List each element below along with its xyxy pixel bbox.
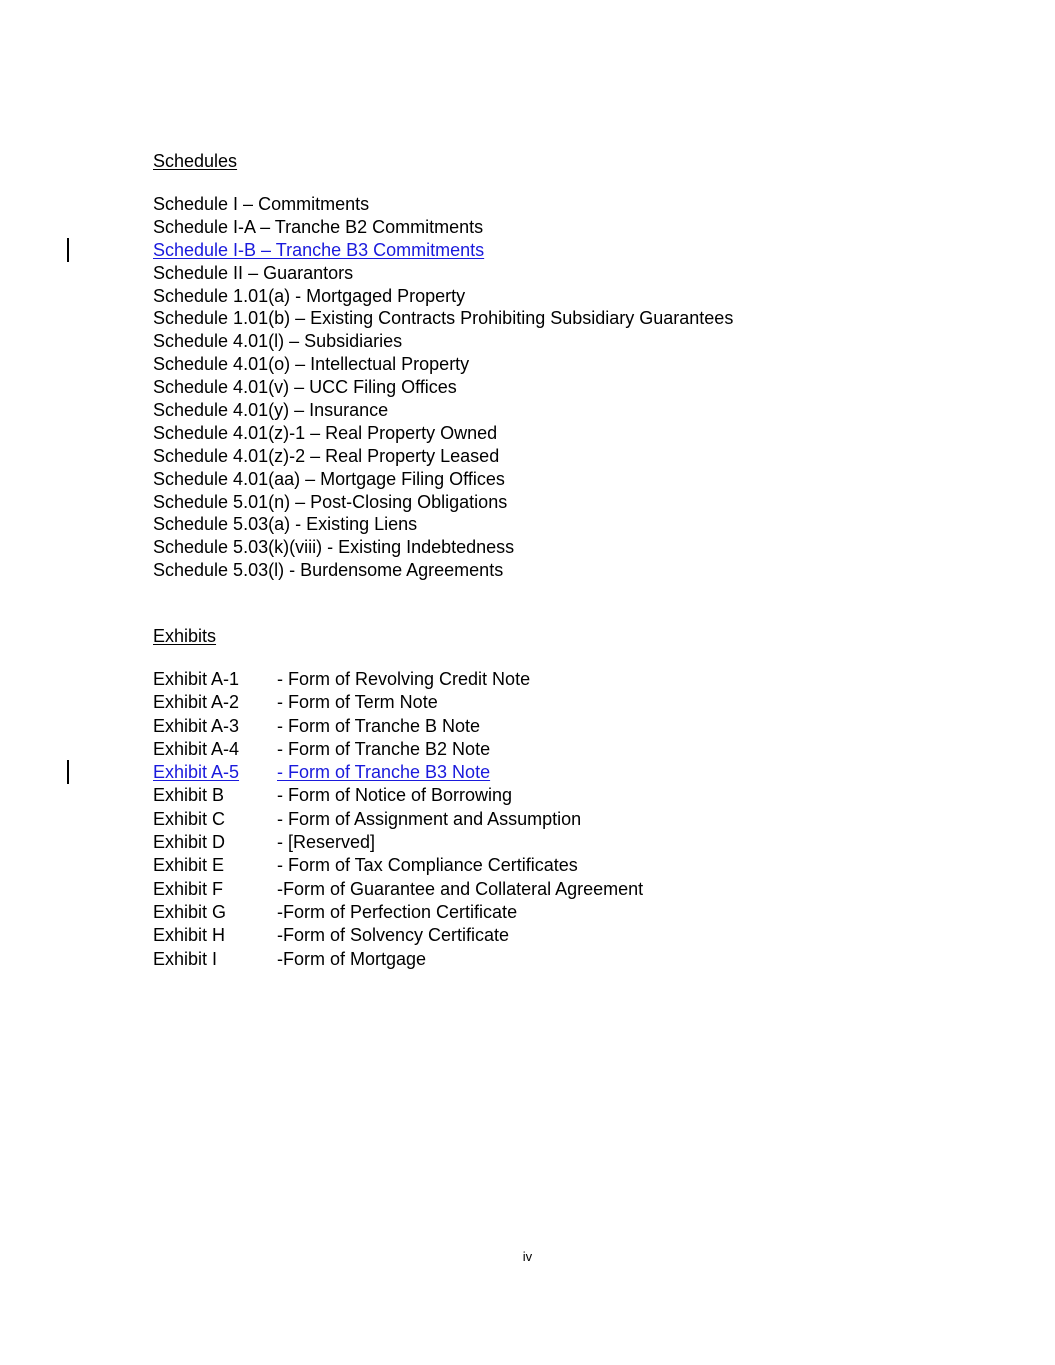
exhibit-label: Exhibit A-1 [153,669,240,689]
exhibit-item [153,761,643,784]
exhibit-item [153,831,643,854]
exhibit-description: - Form of Revolving Credit Note [277,669,531,689]
revision-change-bar [67,238,69,262]
exhibit-item [153,738,643,761]
schedule-item: Schedule 4.01(aa) – Mortgage Filing Offices [153,468,505,489]
page-number: iv [522,1249,533,1264]
exhibit-label: Exhibit C [153,808,226,829]
exhibit-description: - Form of Tax Compliance Certificates [277,855,578,876]
exhibit-label: Exhibit E [153,855,225,876]
exhibit-label: Exhibit H [153,925,226,946]
exhibit-item [153,901,643,924]
schedule-item: Schedule I-A – Tranche B2 Commitments [153,216,484,237]
exhibit-label: Exhibit A-5 [153,762,240,783]
exhibit-item [153,808,643,831]
exhibit-description: -Form of Guarantee and Collateral Agreement [277,878,644,899]
schedules-heading: Schedules [153,151,238,171]
exhibits-heading: Exhibits [153,626,217,646]
schedule-item: Schedule 1.01(b) – Existing Contracts Prohibiting Subsidiary Guarantees [153,308,734,329]
exhibit-label: Exhibit A-4 [153,738,240,759]
schedule-item: Schedule 5.01(n) – Post-Closing Obligations [153,491,508,512]
schedule-item: Schedule 4.01(y) – Insurance [153,400,389,421]
exhibit-description: - Form of Term Note [277,692,438,713]
exhibit-item [153,784,643,807]
schedule-item: Schedule 4.01(z)-1 – Real Property Owned [153,422,498,443]
revision-change-bar [67,760,69,784]
schedule-item: Schedule 4.01(z)-2 – Real Property Leased [153,445,500,466]
exhibit-item [153,668,643,691]
exhibit-description: - [Reserved] [277,832,376,853]
exhibit-label: Exhibit A-3 [153,715,240,736]
exhibit-description: -Form of Mortgage [277,948,427,969]
exhibit-label: Exhibit A-2 [153,692,240,713]
exhibit-item [153,878,643,901]
schedule-item: Schedule 4.01(v) – UCC Filing Offices [153,377,457,398]
schedule-item: Schedule I-B – Tranche B3 Commitments [153,239,485,260]
exhibit-label: Exhibit I [153,948,218,969]
exhibit-item [153,691,643,714]
exhibit-item [153,924,643,947]
exhibit-label: Exhibit D [153,832,226,853]
schedule-item: Schedule 5.03(k)(viii) - Existing Indebtedness [153,537,515,558]
schedule-item: Schedule II – Guarantors [153,262,354,283]
exhibit-item [153,948,643,971]
exhibit-description: - Form of Tranche B Note [277,715,481,736]
exhibit-label: Exhibit F [153,878,224,899]
exhibit-description: -Form of Solvency Certificate [277,925,510,946]
schedule-item: Schedule 1.01(a) - Mortgaged Property [153,285,466,306]
exhibit-description: - Form of Assignment and Assumption [277,808,582,829]
schedule-item: Schedule 5.03(l) - Burdensome Agreements [153,560,504,581]
exhibits-list [153,668,643,971]
exhibit-description: - Form of Tranche B3 Note [277,762,491,783]
schedule-item: Schedule 4.01(o) – Intellectual Property [153,354,470,375]
schedules-list [153,193,733,582]
exhibit-item [153,715,643,738]
exhibit-label: Exhibit B [153,785,225,806]
exhibit-description: - Form of Notice of Borrowing [277,785,513,806]
schedule-item: Schedule 4.01(l) – Subsidiaries [153,331,403,352]
exhibit-description: -Form of Perfection Certificate [277,901,518,922]
exhibit-item [153,854,643,877]
schedule-item: Schedule I – Commitments [153,194,370,214]
schedule-item: Schedule 5.03(a) - Existing Liens [153,514,418,535]
exhibit-description: - Form of Tranche B2 Note [277,738,491,759]
exhibit-label: Exhibit G [153,901,227,922]
